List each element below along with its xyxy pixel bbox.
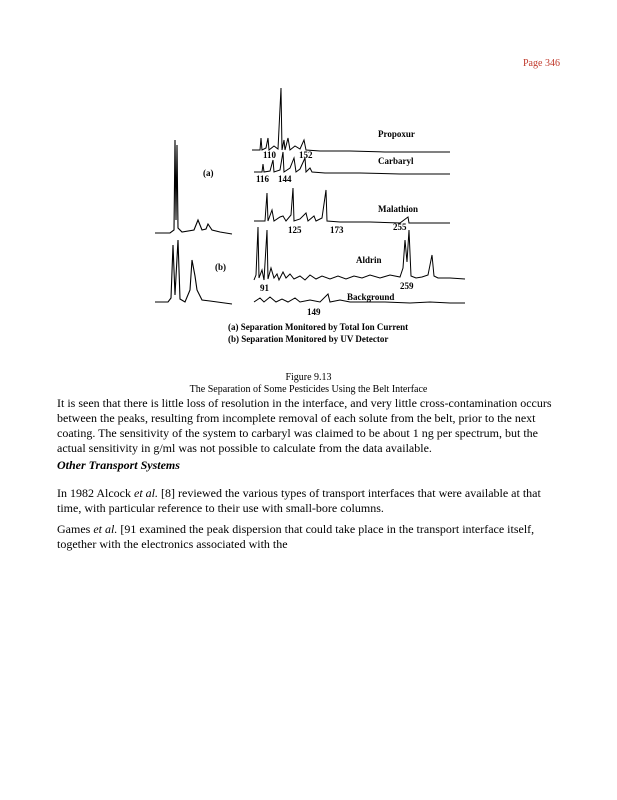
- page-number: Page 346: [523, 58, 560, 69]
- trace-label-carbaryl: Carbaryl: [378, 156, 414, 166]
- p3-text-after: [91 examined the peak dispersion that could take place in the transport interface itself, together with the electronics associated with the: [57, 522, 535, 551]
- chromatogram-figure: [150, 80, 470, 352]
- peak-255: 255: [393, 222, 407, 232]
- label-a: (a): [203, 168, 214, 178]
- peak-152: 152: [299, 150, 313, 160]
- peak-116: 116: [256, 174, 270, 184]
- legend-a: (a) Separation Monitored by Total Ion Current: [228, 322, 409, 332]
- peak-149: 149: [307, 307, 321, 317]
- trace-b-uv: [155, 240, 232, 304]
- peak-144: 144: [278, 174, 292, 184]
- trace-label-propoxur: Propoxur: [378, 129, 415, 139]
- p2-etal: et al.: [134, 486, 158, 500]
- p3-text-before: Games: [57, 522, 94, 536]
- peak-110: 110: [263, 150, 277, 160]
- trace-a-tic: [155, 140, 232, 234]
- figure-caption: The Separation of Some Pesticides Using the Belt Interface: [189, 384, 428, 395]
- p2-text-before: In 1982 Alcock: [57, 486, 134, 500]
- label-b: (b): [215, 262, 226, 272]
- figure-number: Figure 9.13: [285, 372, 332, 383]
- trace-propoxur: [252, 88, 450, 152]
- peak-259: 259: [400, 281, 414, 291]
- trace-malathion: [254, 188, 450, 223]
- p2-text-after: [8] reviewed the various types of transport interfaces that were available at that time, with particular reference to their use with small-bore columns.: [57, 486, 541, 515]
- trace-carbaryl: [254, 152, 450, 174]
- figure-pesticide-separation: [150, 80, 470, 352]
- trace-label-malathion: Malathion: [378, 204, 419, 214]
- paragraph-3: [57, 522, 567, 552]
- peak-125: 125: [288, 225, 302, 235]
- trace-label-background: Background: [347, 292, 395, 302]
- trace-label-aldrin: Aldrin: [356, 255, 382, 265]
- section-heading: Other Transport Systems: [57, 458, 180, 472]
- p3-etal: et al.: [93, 522, 118, 536]
- legend-b: (b) Separation Monitored by UV Detector: [228, 334, 389, 344]
- paragraph-1: It is seen that there is little loss of resolution in the interface, and very little cross-contamination occurs between the peaks, resulting from incomplete removal of each solute from the belt, prior to the next coating. The sensitivity of the system to carbaryl was claimed to be about 1 ng per spectrum, but the actual sensitivity in g/ml was not possible to calculate from the data available.: [57, 396, 552, 455]
- trace-aldrin: [254, 227, 465, 280]
- paragraph-2: [57, 486, 567, 516]
- peak-91: 91: [260, 283, 269, 293]
- peak-173: 173: [330, 225, 344, 235]
